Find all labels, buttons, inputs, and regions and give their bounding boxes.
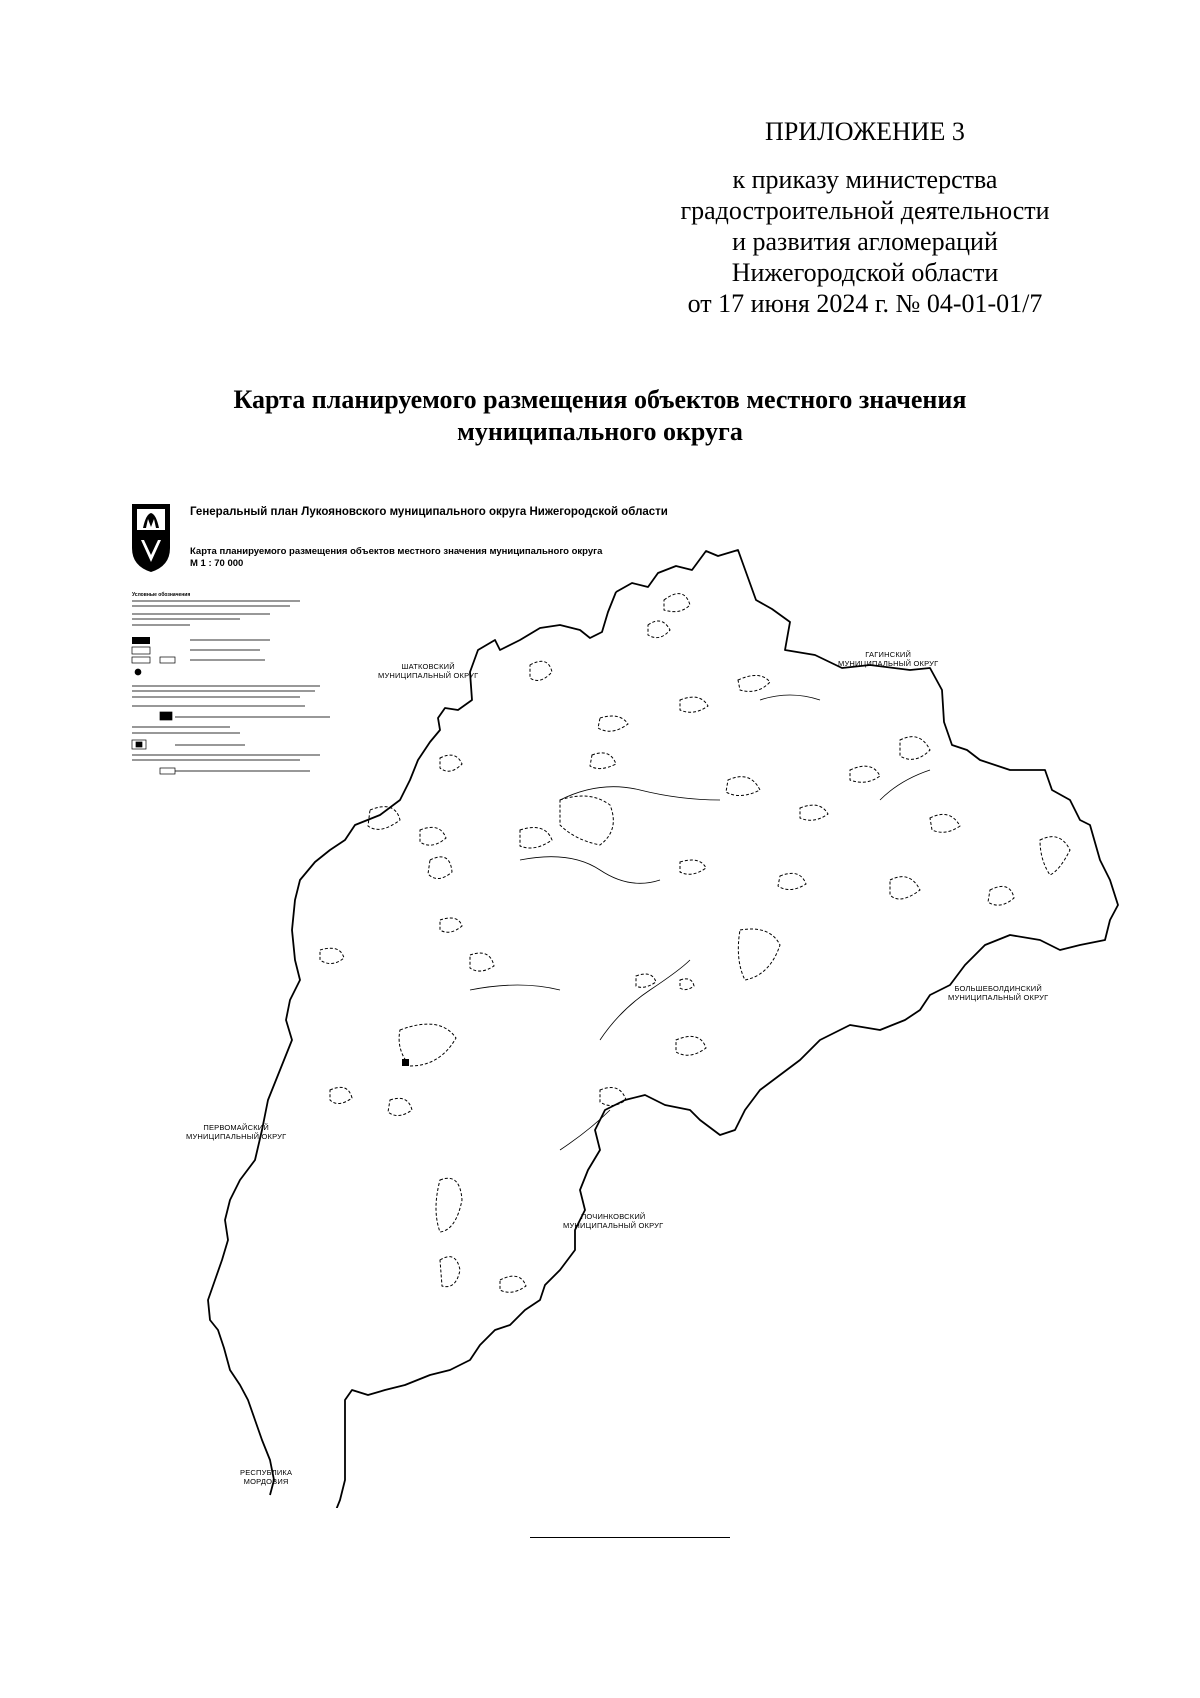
neighbor-label-line: МУНИЦИПАЛЬНЫЙ ОКРУГ — [378, 671, 479, 680]
appendix-line: от 17 июня 2024 г. № 04-01-01/7 — [687, 289, 1043, 318]
coat-of-arms-icon — [132, 504, 170, 572]
neighbor-label-line: ПЕРВОМАЙСКИЙ — [203, 1123, 269, 1132]
neighbor-label-line: МОРДОВИЯ — [243, 1477, 289, 1486]
legend-text-lines — [132, 601, 330, 771]
neighbor-label-shatkovsky — [378, 662, 478, 680]
map-header: Генеральный план Лукояновского муниципального округа Нижегородской области — [190, 506, 668, 518]
map-subtitle-text: Карта планируемого размещения объектов местного значения муниципального округа — [190, 546, 603, 557]
neighbor-label-line: ГАГИНСКИЙ — [865, 650, 912, 659]
neighbor-label-line: МУНИЦИПАЛЬНЫЙ ОКРУГ — [948, 993, 1049, 1002]
appendix-title: ПРИЛОЖЕНИЕ 3 — [765, 117, 965, 146]
appendix-line: к приказу министерства — [732, 165, 998, 194]
closing-rule — [530, 1537, 730, 1538]
district-boundary — [336, 550, 1118, 1508]
neighbor-label-pochinkovsky — [563, 1212, 663, 1230]
neighbor-label-line: РЕСПУБЛИКА — [240, 1468, 293, 1477]
neighbor-label-line: БОЛЬШЕБОЛДИНСКИЙ — [954, 984, 1042, 993]
map-roads — [470, 695, 930, 1150]
neighbor-label-line: МУНИЦИПАЛЬНЫЙ ОКРУГ — [186, 1132, 287, 1141]
neighbor-label-line: ПОЧИНКОВСКИЙ — [580, 1212, 646, 1221]
neighbor-label-mordovia — [240, 1468, 292, 1486]
neighbor-label-line: ШАТКОВСКИЙ — [401, 662, 455, 671]
appendix-line: градостроительной деятельности — [680, 196, 1050, 225]
document-title-line: Карта планируемого размещения объектов местного значения — [233, 385, 967, 414]
appendix-line: Нижегородской области — [731, 258, 999, 287]
document-title-line: муниципального округа — [457, 417, 743, 446]
appendix-line: и развития агломераций — [732, 227, 998, 256]
neighbor-label-bolsheboldinsky — [948, 984, 1048, 1002]
neighbor-label-pervomaysky — [186, 1123, 286, 1141]
neighbor-label-gaginsky — [838, 650, 938, 668]
district-boundary-west — [208, 592, 616, 1495]
administrative-center-marker — [402, 1059, 409, 1066]
appendix-reference — [640, 164, 1090, 319]
document-title — [140, 384, 1060, 448]
map-legend — [132, 601, 330, 774]
settlement-outlines — [320, 594, 1070, 1293]
map-subtitle — [190, 546, 602, 570]
map-scale: М 1 : 70 000 — [190, 558, 244, 569]
neighbor-label-line: МУНИЦИПАЛЬНЫЙ ОКРУГ — [838, 659, 939, 668]
legend-title: Условные обозначения — [132, 592, 191, 598]
district-map — [128, 498, 1138, 1508]
neighbor-label-line: МУНИЦИПАЛЬНЫЙ ОКРУГ — [563, 1221, 664, 1230]
